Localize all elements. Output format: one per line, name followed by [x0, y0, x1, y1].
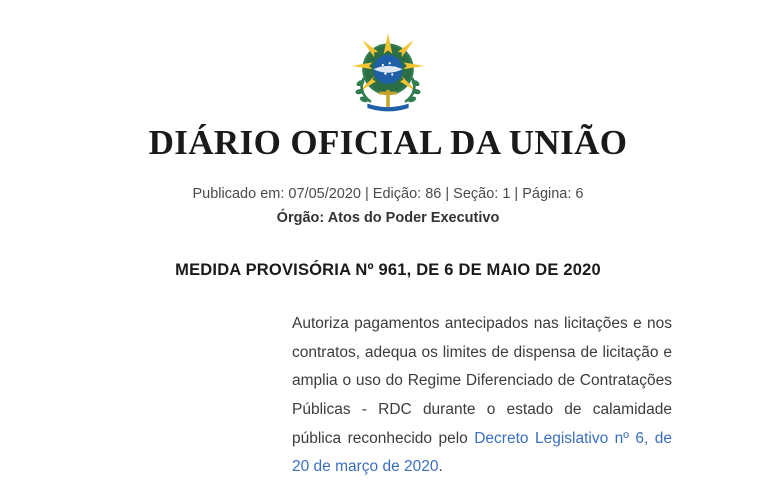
- decreto-legislativo-link[interactable]: Decreto Legislativo nº 6, de 20 de março de 2020: [292, 429, 673, 476]
- act-summary-text: Autoriza pagamentos antecipados nas licitações e nos contratos, adequa os limites de dispensa de licitação e amplia o uso do Regime Diferenciado de Contratações Públicas - RDC durante o estado de calamidade pública reconhecido pelo: [292, 314, 672, 447]
- crest-container: [60, 0, 716, 114]
- publication-meta: Publicado em: 07/05/2020 | Edição: 86 | Seção: 1 | Página: 6: [192, 185, 584, 202]
- act-title: MEDIDA PROVISÓRIA Nº 961, DE 6 DE MAIO DE 2020: [175, 260, 601, 279]
- act-summary: [292, 310, 672, 482]
- act-summary-text-end: .: [438, 458, 443, 476]
- brazil-coat-of-arms-icon: [345, 28, 431, 114]
- organ-label: Órgão: Atos do Poder Executivo: [276, 209, 500, 226]
- page-title: DIÁRIO OFICIAL DA UNIÃO: [148, 123, 628, 162]
